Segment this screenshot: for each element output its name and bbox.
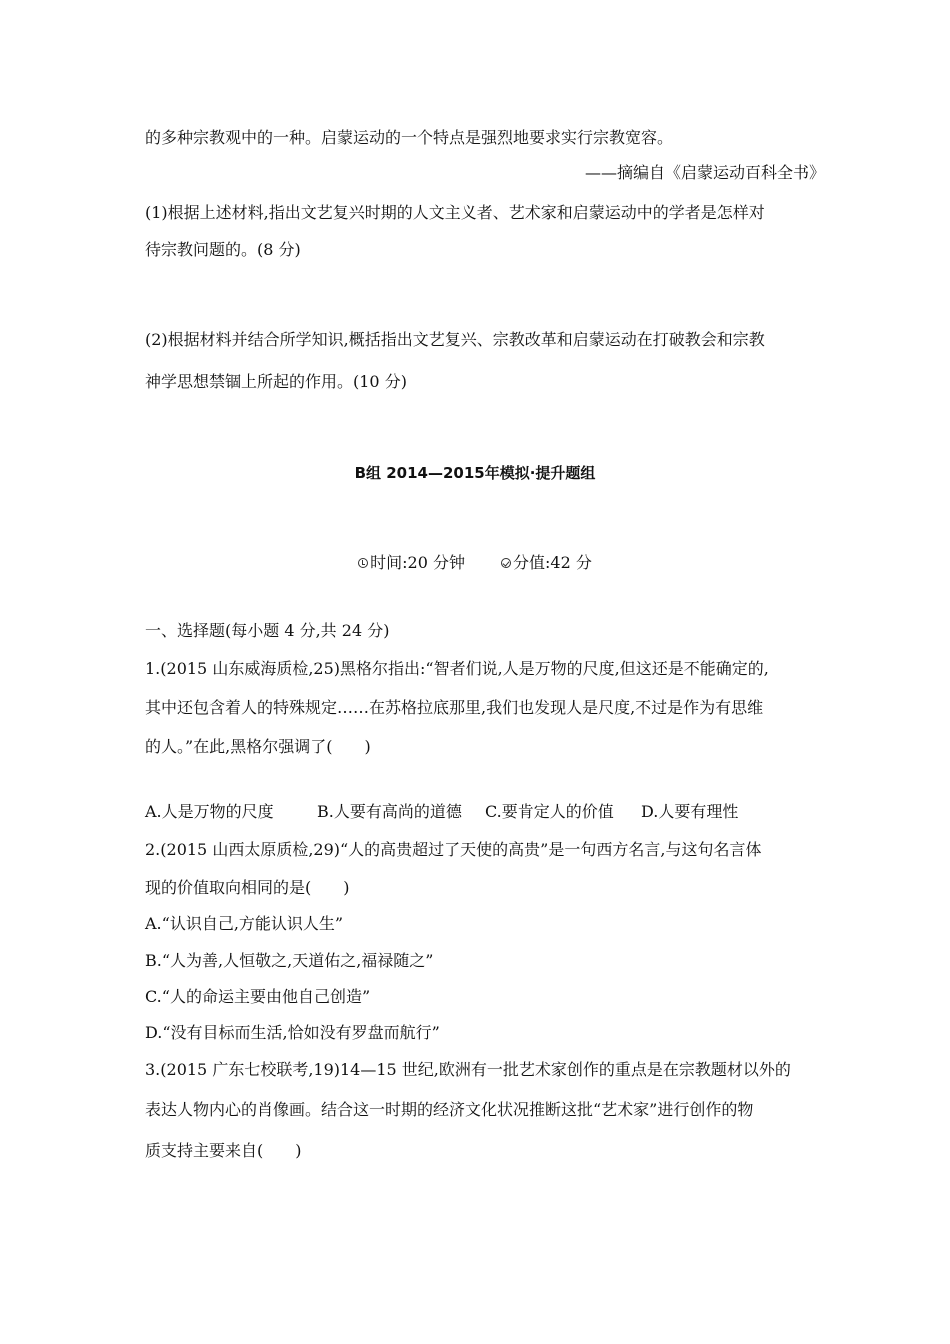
question-3-line-3: 质支持主要来自( )	[145, 1141, 302, 1160]
subquestion-2-line-1: (2)根据材料并结合所学知识,概括指出文艺复兴、宗教改革和启蒙运动在打破教会和宗教	[145, 330, 765, 349]
score-value-text: 分值:42 分	[513, 553, 592, 572]
question-1-line-1: 1.(2015 山东威海质检,25)黑格尔指出:“智者们说,人是万物的尺度,但这还是不能确定的,	[145, 659, 769, 678]
question-1-option-b[interactable]: B.人要有高尚的道德	[317, 802, 462, 821]
question-2-option-a[interactable]: A.“认识自己,方能认识人生”	[145, 914, 344, 933]
check-circle-icon	[501, 558, 511, 568]
question-2-option-d[interactable]: D.“没有目标而生活,恰如没有罗盘而航行”	[145, 1023, 440, 1042]
material-tail: 的多种宗教观中的一种。启蒙运动的一个特点是强烈地要求实行宗教宽容。	[145, 128, 674, 147]
clock-icon	[358, 558, 368, 568]
question-1-options	[145, 802, 738, 822]
time-limit	[358, 553, 465, 573]
question-1-option-c[interactable]: C.要肯定人的价值	[485, 802, 614, 821]
subquestion-1-line-1: (1)根据上述材料,指出文艺复兴时期的人文主义者、艺术家和启蒙运动中的学者是怎样对	[145, 203, 765, 222]
time-score-info	[0, 553, 950, 573]
question-2-line-2: 现的价值取向相同的是( )	[145, 878, 350, 897]
subquestion-2-line-2: 神学思想禁锢上所起的作用。(10 分)	[145, 372, 407, 391]
question-2-line-1: 2.(2015 山西太原质检,29)“人的高贵超过了天使的高贵”是一句西方名言,与这句名言体	[145, 840, 762, 859]
part-heading: 一、选择题(每小题 4 分,共 24 分)	[145, 621, 390, 640]
question-1-line-3: 的人。”在此,黑格尔强调了( )	[145, 737, 371, 756]
question-1-line-2: 其中还包含着人的特殊规定……在苏格拉底那里,我们也发现人是尺度,不过是作为有思维	[145, 698, 764, 717]
question-3-line-2: 表达人物内心的肖像画。结合这一时期的经济文化状况推断这批“艺术家”进行创作的物	[145, 1100, 754, 1119]
score-value	[501, 553, 592, 573]
subquestion-1-line-2: 待宗教问题的。(8 分)	[145, 240, 301, 259]
question-2-option-c[interactable]: C.“人的命运主要由他自己创造”	[145, 987, 371, 1006]
question-1-option-d[interactable]: D.人要有理性	[641, 802, 739, 821]
question-2-option-b[interactable]: B.“人为善,人恒敬之,天道佑之,福禄随之”	[145, 951, 434, 970]
question-1-option-a[interactable]: A.人是万物的尺度	[145, 802, 274, 821]
question-3-line-1: 3.(2015 广东七校联考,19)14—15 世纪,欧洲有一批艺术家创作的重点是在宗教题材以外的	[145, 1060, 791, 1079]
material-source: ——摘编自《启蒙运动百科全书》	[584, 163, 825, 182]
section-title: B组 2014—2015年模拟·提升题组	[354, 464, 596, 482]
time-limit-text: 时间:20 分钟	[370, 553, 465, 572]
